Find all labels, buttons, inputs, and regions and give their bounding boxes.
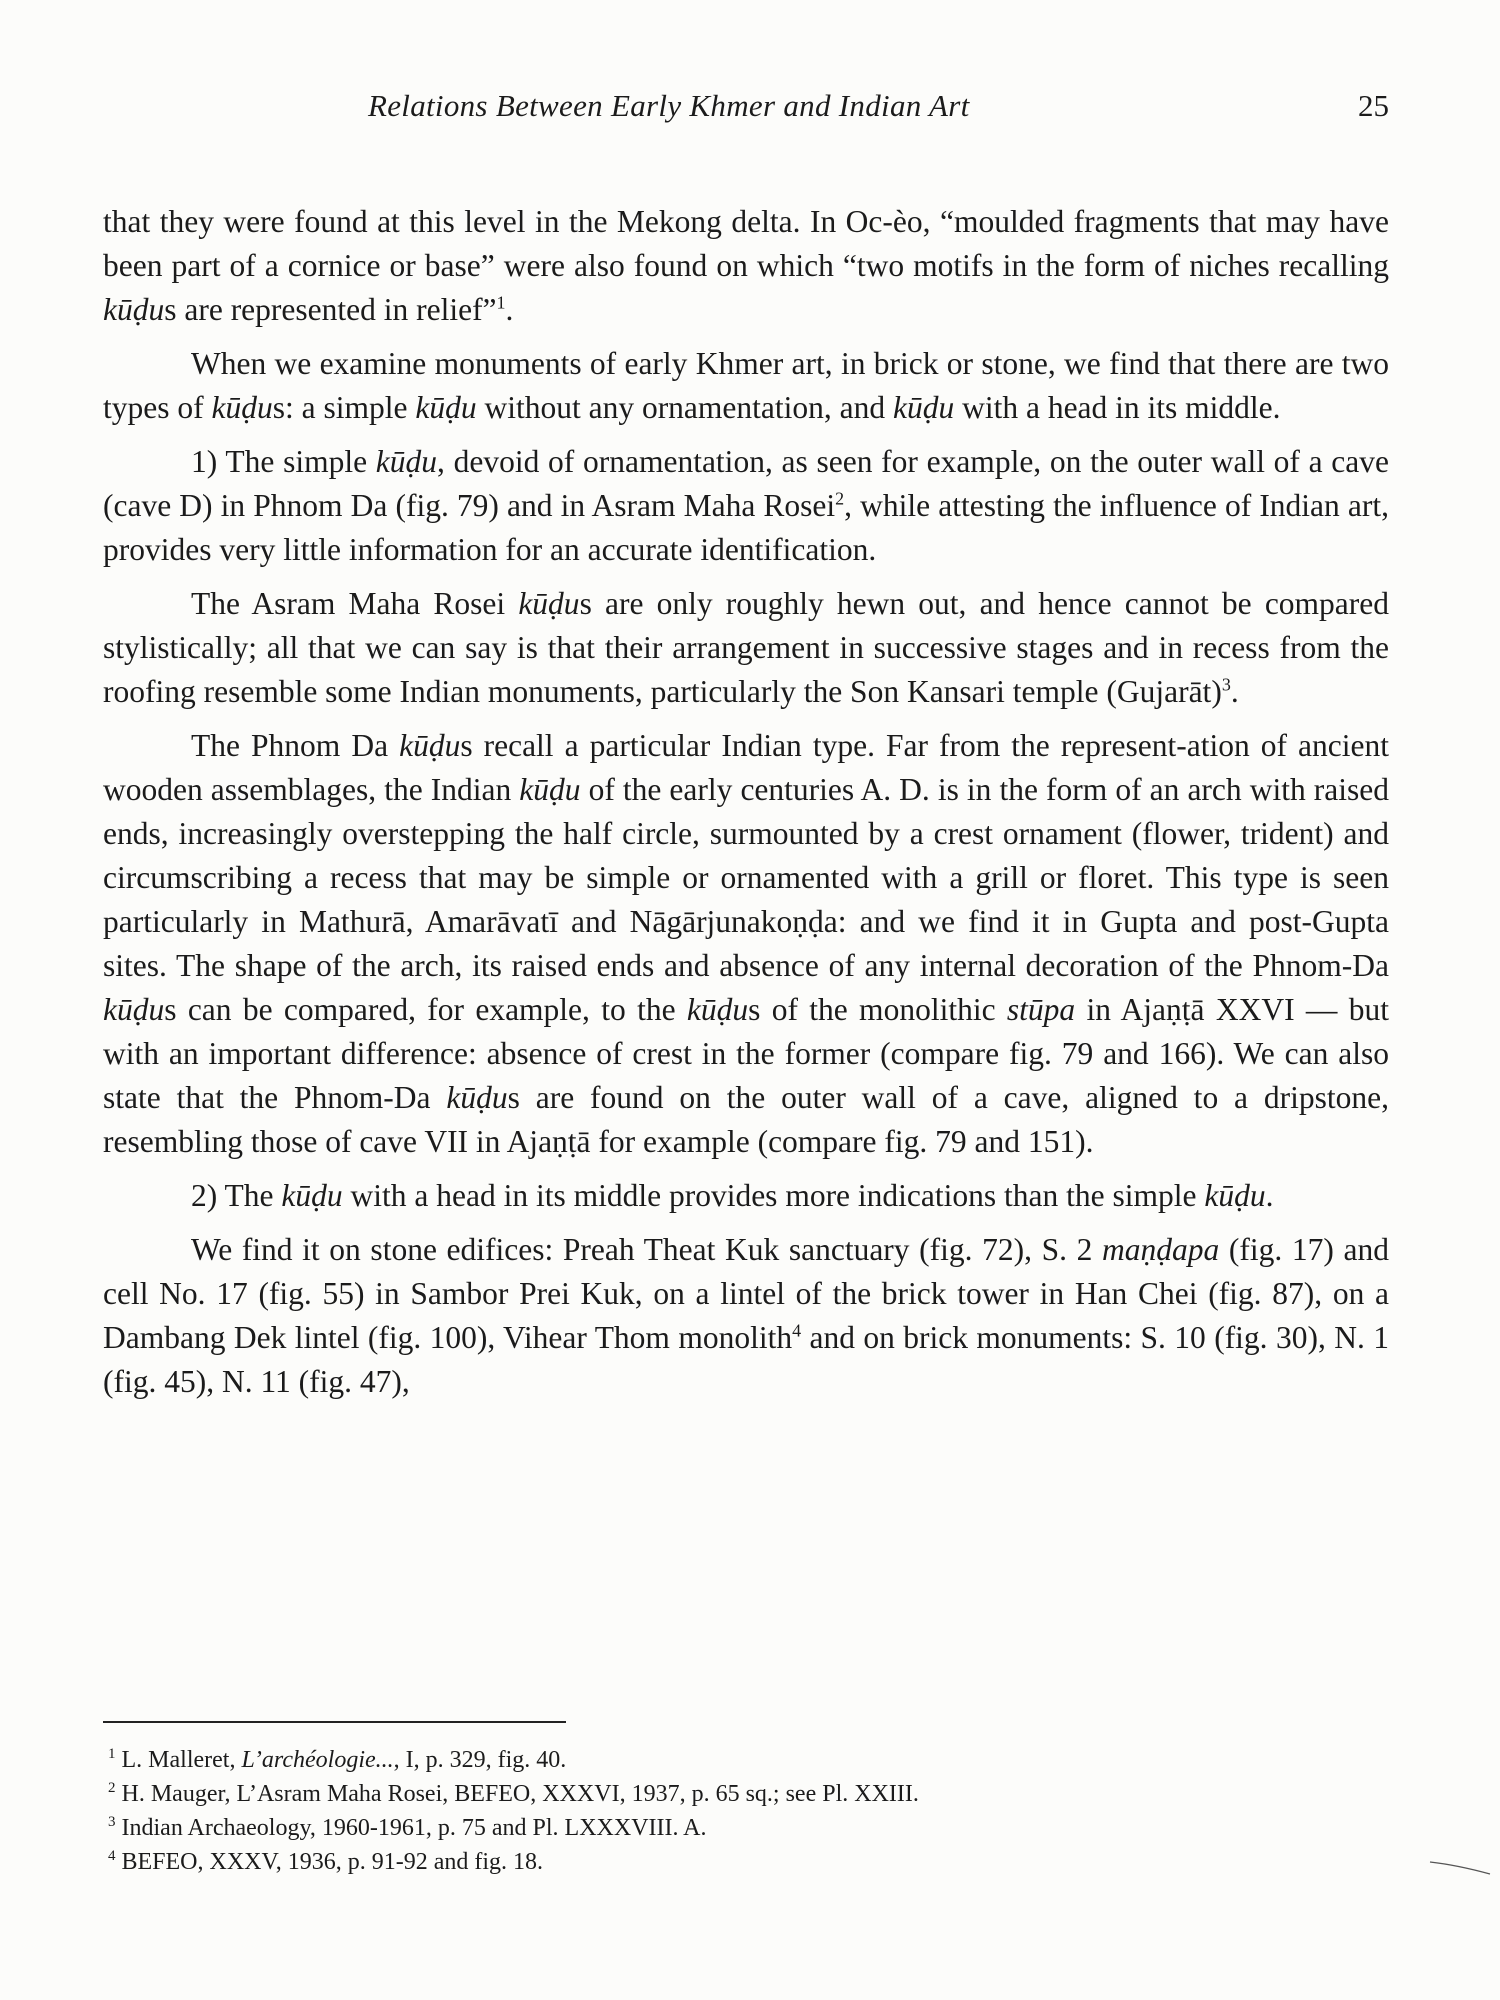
italic-term: kūḍu <box>519 772 581 807</box>
text-run: L. Malleret, <box>121 1747 242 1773</box>
footnote <box>108 1845 1378 1879</box>
text-run: BEFEO, XXXV, 1936, p. 91-92 and fig. 18. <box>121 1849 544 1875</box>
text-run: We find it on stone edifices: Preah Theat Kuk sanctuary (fig. 72), S. 2 <box>191 1232 1103 1267</box>
paragraph <box>103 724 1389 1164</box>
text-run: Indian Archaeology, 1960-1961, p. 75 and Pl. LXXXVIII. A. <box>121 1815 707 1841</box>
text-run: . <box>505 292 514 327</box>
margin-pen-mark <box>1428 1858 1492 1876</box>
paragraph <box>103 440 1389 572</box>
text-run: in Ajaṇṭā XXVI — but with an important difference: absence of crest in the former (compare fig. 79 and 166). We can also state that the Phnom-Da <box>103 992 1389 1115</box>
footnote-number: 3 <box>108 1814 116 1830</box>
italic-term: maṇḍapa <box>1102 1232 1220 1267</box>
text-run: s of the monolithic <box>748 992 1007 1027</box>
italic-term: kūḍu <box>103 992 165 1027</box>
italic-term: kūḍu <box>281 1178 343 1213</box>
italic-term: kūḍu <box>686 992 749 1027</box>
footnote-reference: 2 <box>835 488 845 509</box>
footnote-divider <box>103 1721 566 1723</box>
text-run: . <box>1230 674 1239 709</box>
text-run: and on brick monuments: S. 10 (fig. 30), N. 1 (fig. 45), N. 11 (fig. 47), <box>103 1320 1389 1399</box>
paragraph <box>103 342 1389 430</box>
text-run: s are only roughly hewn out, and hence cannot be compared stylistically; all that we can say is that their arrangement in successive stages and in recess from the roofing resemble some Indian monuments, particularly the Son Kansari temple (Gujarāt) <box>103 586 1390 709</box>
text-run: that they were found at this level in the Mekong delta. In Oc-èo, “moulded fragments that may have been part of a cornice or base” were also found on which “two motifs in the form of niches recalling <box>103 204 1389 283</box>
paragraph <box>103 1228 1389 1404</box>
italic-term: kūḍu <box>375 444 438 479</box>
text-run: s can be compared, for example, to the <box>164 992 687 1027</box>
footnote <box>108 1777 1378 1811</box>
text-run: s: a simple <box>272 390 416 425</box>
text-run: , I, p. 329, fig. 40. <box>393 1747 567 1773</box>
italic-term: kūḍu <box>103 292 165 327</box>
text-run: without any ornamentation, and <box>476 390 893 425</box>
text-run: 1) The simple <box>191 444 376 479</box>
italic-term: kūḍu <box>415 390 477 425</box>
footnote <box>108 1743 1378 1777</box>
text-run: , while attesting the influence of Indian art, provides very little information for an accurate identification. <box>103 488 1389 567</box>
paragraph <box>103 1174 1389 1218</box>
italic-term: kūḍu <box>518 586 580 621</box>
footnote-number: 4 <box>108 1848 116 1864</box>
text-run: 2) The <box>191 1178 282 1213</box>
text-run: s are found on the outer wall of a cave, aligned to a dripstone, resembling those of cave VII in Ajaṇṭā for example (compare fig. 79 and 151). <box>103 1080 1389 1159</box>
text-run: s recall a particular Indian type. Far from the represent-ation of ancient wooden assemblages, the Indian <box>103 728 1389 807</box>
paragraph <box>103 582 1389 714</box>
text-run: of the early centuries A. D. is in the form of an arch with raised ends, increasingly overstepping the half circle, surmounted by a crest ornament (flower, trident) and circumscribing a recess that may be simple or ornamented with a grill or floret. This type is seen particularly in Mathurā, Amarāvatī and Nāgārjunakoṇḍa: and we find it in Gupta and post-Gupta sites. The shape of the arch, its raised ends and absence of any internal decoration of the Phnom-Da <box>103 772 1389 983</box>
footnote-number: 1 <box>108 1746 116 1762</box>
footnote <box>108 1811 1378 1845</box>
text-run: (fig. 17) and cell No. 17 (fig. 55) in Sambor Prei Kuk, on a lintel of the brick tower in Han Chei (fig. 87), on a Dambang Dek lintel (fig. 100), Vihear Thom monolith <box>103 1232 1389 1355</box>
footnotes <box>108 1743 1378 1879</box>
body-text <box>103 200 1389 1414</box>
text-run: When we examine monuments of early Khmer art, in brick or stone, we find that there are two types of <box>103 346 1389 425</box>
footnote-reference: 4 <box>792 1320 802 1341</box>
text-run: s are represented in relief” <box>164 292 497 327</box>
page-header <box>103 88 1389 128</box>
text-run: with a head in its middle provides more indications than the simple <box>342 1178 1205 1213</box>
text-run: with a head in its middle. <box>954 390 1281 425</box>
italic-term: kūḍu <box>1204 1178 1266 1213</box>
running-title: Relations Between Early Khmer and Indian Art <box>368 88 970 123</box>
text-run: H. Mauger, L’Asram Maha Rosei, BEFEO, XXXVI, 1937, p. 65 sq.; see Pl. XXIII. <box>121 1781 919 1807</box>
text-run: . <box>1265 1178 1274 1213</box>
italic-term: kūḍu <box>399 728 461 763</box>
italic-term: kūḍu <box>211 390 273 425</box>
italic-term: kūḍu <box>892 390 955 425</box>
footnote-reference: 1 <box>496 292 506 313</box>
italic-term: stūpa <box>1006 992 1076 1027</box>
text-run: The Phnom Da <box>191 728 400 763</box>
text-run: The Asram Maha Rosei <box>191 586 519 621</box>
italic-term: kūḍu <box>446 1080 508 1115</box>
page-number: 25 <box>1358 88 1389 123</box>
italic-term: L’archéologie... <box>241 1747 394 1773</box>
footnote-number: 2 <box>108 1780 116 1796</box>
footnote-reference: 3 <box>1221 674 1231 695</box>
paragraph <box>103 200 1389 332</box>
text-run: , devoid of ornamentation, as seen for example, on the outer wall of a cave (cave D) in Phnom Da (fig. 79) and in Asram Maha Rosei <box>103 444 1390 523</box>
